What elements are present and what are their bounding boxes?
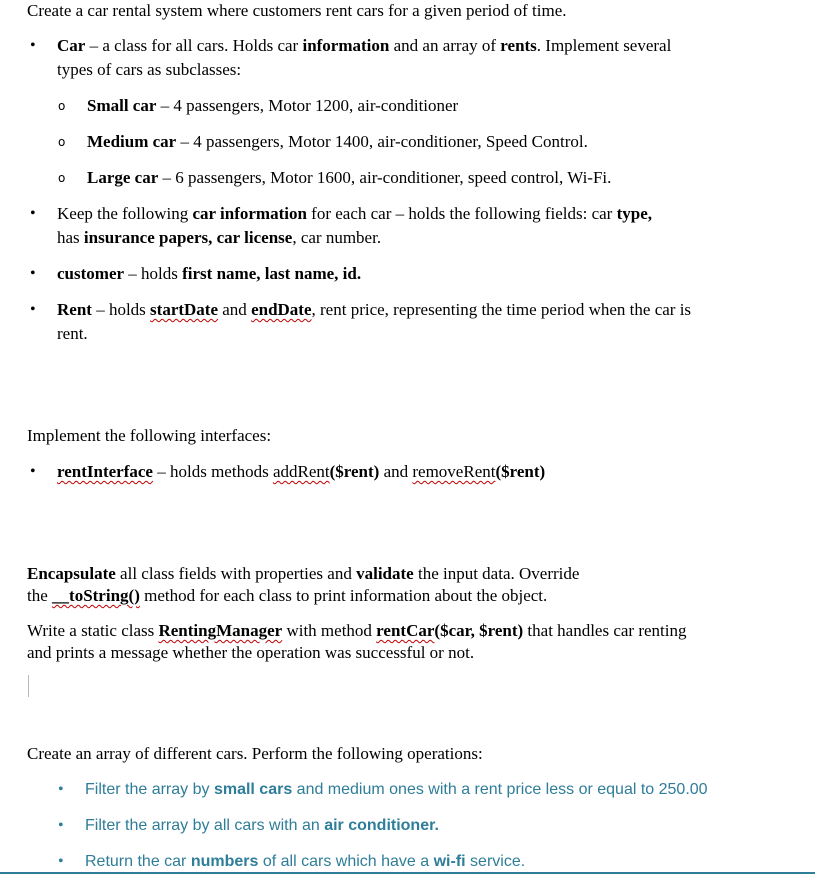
op-text: Filter the array by all cars with an [85,817,325,834]
car-rents: rents [500,36,537,55]
circle-bullet-icon: o [58,171,66,185]
keep-text: for each car – holds the following fields: car [306,204,617,223]
car-info: information [302,36,390,55]
keep-item-cont [57,227,381,249]
car-text: – a class for all cars. Holds car [85,36,303,55]
encap-bold: Encapsulate [27,564,116,583]
encap-text: the [27,586,53,605]
static-text: with method [282,621,377,640]
rent-bold: startDate [150,300,219,319]
encap-text: the input data. Override [413,564,580,583]
operation-item [85,851,525,873]
car-item [57,35,671,57]
circle-bullet-icon: o [58,99,66,113]
interface-text: and [379,462,413,481]
static-text: that handles car renting [523,621,687,640]
static-method-params: ($car, $rent) [434,621,524,640]
static-class-paragraph-cont: and prints a message whether the operation was successful or not. [27,643,475,662]
encap-bold: validate [356,564,414,583]
operations-heading: Create an array of different cars. Perform the following operations: [27,744,483,763]
subtype-name: Small car [87,96,157,115]
rent-bold: Rent [57,300,92,319]
car-item-cont: types of cars as subclasses: [57,60,242,79]
subtype-item [87,167,611,189]
method-name: removeRent [412,462,496,481]
page-bottom-border [0,872,815,874]
rent-item-cont: rent. [57,324,88,343]
keep-text: Keep the following [57,204,193,223]
car-title: Car [57,36,86,55]
method-param: ($rent) [495,462,546,481]
keep-text: has [57,228,84,247]
static-class-name: RentingManager [158,621,283,640]
op-text: of all cars which have a [258,853,434,870]
static-class-paragraph [27,620,687,642]
encap-text: all class fields with properties and [115,564,357,583]
subtype-desc: – 6 passengers, Motor 1600, air-conditioner, speed control, Wi-Fi. [158,168,612,187]
rent-item [57,299,691,321]
encapsulate-paragraph-cont [27,585,547,607]
tostring-method: __toString() [52,586,140,605]
op-text: service. [465,853,526,870]
encapsulate-paragraph [27,563,579,585]
op-bold: small cars [213,781,293,798]
customer-item [57,263,361,285]
static-method-name: rentCar [376,621,435,640]
circle-bullet-icon: o [58,135,66,149]
interface-item [57,461,545,483]
bullet-icon: • [58,817,64,834]
op-text: Return the car [85,853,191,870]
bullet-icon: • [58,853,64,870]
interface-name: rentInterface [57,462,153,481]
car-text: . Implement several [536,36,672,55]
keep-bold: car information [192,204,307,223]
subtype-item [87,95,458,117]
operation-item [85,779,708,801]
customer-text: – holds [124,264,183,283]
subtype-item [87,131,588,153]
text-cursor[interactable] [28,675,29,697]
encap-text: method for each class to print information about the object. [139,586,548,605]
rent-text: , rent price, representing the time period when the car is [311,300,692,319]
op-bold: numbers [190,853,259,870]
rent-text: – holds [91,300,151,319]
keep-bold: insurance papers, car license [83,228,293,247]
subtype-name: Medium car [87,132,177,151]
bullet-icon: • [58,781,64,798]
bullet-icon: • [30,37,36,54]
rent-bold: endDate [251,300,312,319]
customer-bold: customer [57,264,125,283]
subtype-desc: – 4 passengers, Motor 1200, air-conditioner [156,96,459,115]
method-param: ($rent) [329,462,380,481]
op-bold: wi-fi [433,853,466,870]
interfaces-heading: Implement the following interfaces: [27,426,272,445]
interface-text: – holds methods [152,462,273,481]
keep-item [57,203,652,225]
bullet-icon: • [30,301,36,318]
intro-paragraph: Create a car rental system where customers rent cars for a given period of time. [27,1,567,20]
operation-item [85,815,439,837]
static-text: Write a static class [27,621,159,640]
keep-text: , car number. [292,228,382,247]
op-text: and medium ones with a rent price less or equal to 250.00 [292,781,708,798]
keep-bold: type, [616,204,653,223]
bullet-icon: • [30,463,36,480]
subtype-name: Large car [87,168,159,187]
method-name: addRent [272,462,330,481]
rent-text: and [218,300,252,319]
op-bold: air conditioner. [324,817,439,834]
bullet-icon: • [30,265,36,282]
car-text: and an array of [389,36,501,55]
customer-bold: first name, last name, id. [182,264,362,283]
subtype-desc: – 4 passengers, Motor 1400, air-conditioner, Speed Control. [176,132,588,151]
op-text: Filter the array by [85,781,214,798]
bullet-icon: • [30,205,36,222]
